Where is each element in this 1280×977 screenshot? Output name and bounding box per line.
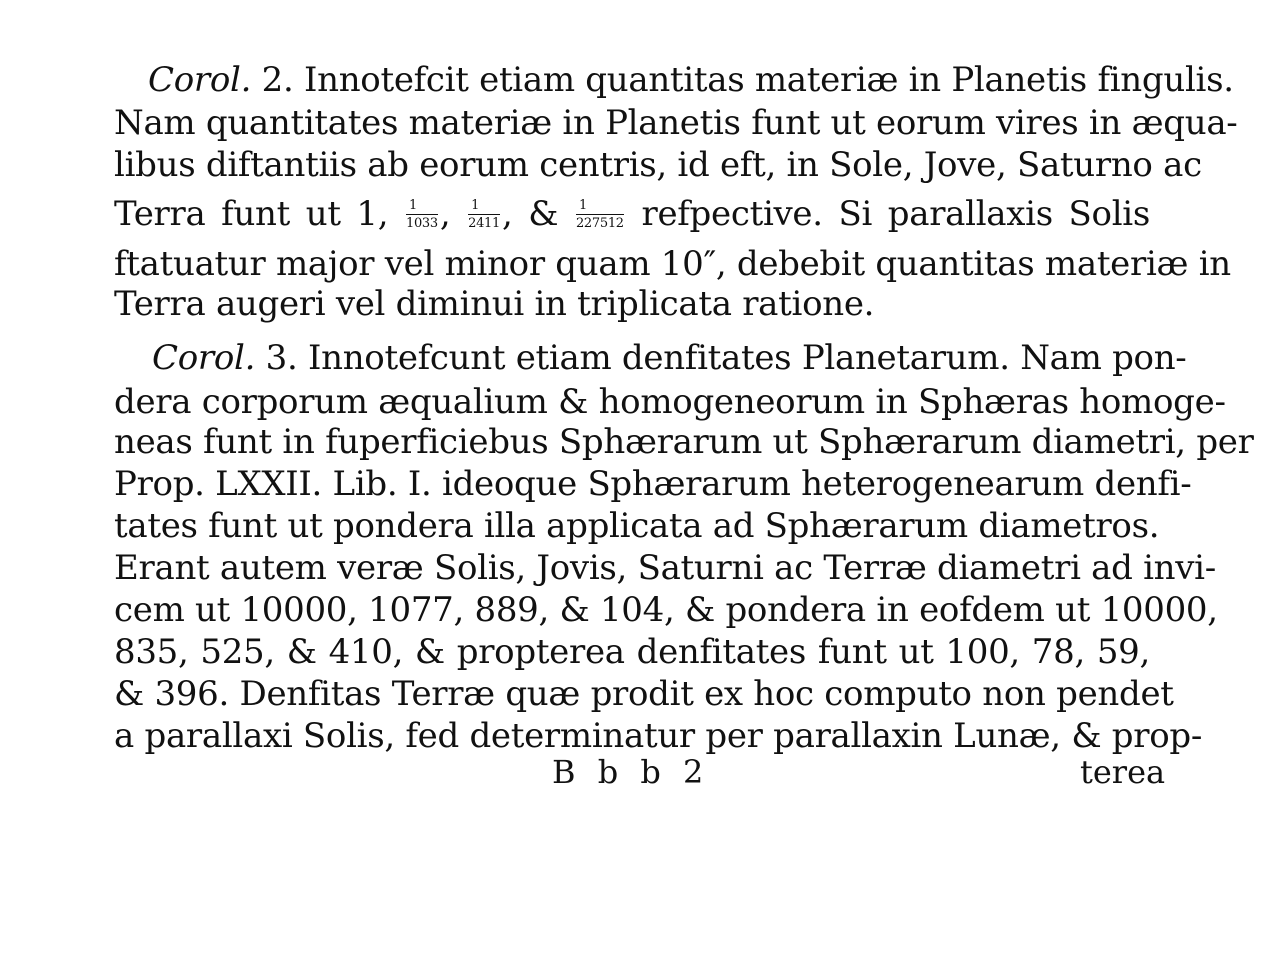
ampersand: & (528, 194, 559, 234)
corol2-line-4-start: Terra funt ut 1, (114, 194, 389, 234)
corol3-label: Corol. (152, 338, 256, 378)
corol3-line-7: cem ut 10000, 1077, 889, & 104, & pondera in eofdem ut 10000, (114, 590, 1218, 630)
corol2-line-4: Terra funt ut 1, $\frac{1}{1033}$ , $\frac{1}{2411}$ , & $\frac{1}{227512}$ refpective. Si parallaxis Solis (114, 194, 1151, 234)
fraction-3 (576, 199, 624, 230)
catchword: terea (1080, 753, 1166, 791)
corol3-line-1 (152, 336, 1187, 380)
corol2-line-6: Terra augeri vel diminui in triplicata ratione. (114, 284, 875, 324)
corol2-label: Corol. (148, 60, 252, 100)
corol2-line-2: Nam quantitates materiæ in Planetis funt ut eorum vires in æqua- (114, 103, 1238, 143)
corol2-number: 2. (261, 60, 294, 100)
corol3-line-9: & 396. Denfitas Terræ quæ prodit ex hoc computo non pendet (114, 674, 1174, 714)
fraction-2 (468, 199, 500, 230)
corol3-line-5: tates funt ut pondera illa applicata ad Sphærarum diametros. (114, 506, 1160, 546)
corol2-line-4-end: refpective. Si parallaxis Solis (641, 194, 1151, 234)
corol3-line-1-text: Innotefcunt etiam denfitates Planetarum. Nam pon- (307, 338, 1187, 378)
fraction-2-numerator: 1 (468, 199, 500, 215)
corol3-line-4: Prop. LXXII. Lib. I. ideoque Sphærarum heterogenearum denfi- (114, 464, 1192, 504)
corol3-line-10: a parallaxi Solis, fed determinatur per parallaxin Lunæ, & prop- (114, 716, 1203, 756)
fraction-1-numerator: 1 (406, 199, 438, 215)
corol3-line-6: Erant autem veræ Solis, Jovis, Saturni ac Terræ diametri ad invi- (114, 548, 1216, 588)
corol3-number: 3. (265, 338, 298, 378)
fraction-3-numerator: 1 (576, 199, 624, 215)
fraction-1-denominator: 1033 (405, 215, 438, 231)
signature-mark: B b b 2 (552, 753, 710, 791)
fraction-3-denominator: 227512 (575, 215, 624, 231)
fraction-1 (406, 199, 438, 230)
corol2-line-1-text: Innotefcit etiam quantitas materiæ in Planetis fingulis. (303, 60, 1234, 100)
corol3-line-2: dera corporum æqualium & homogeneorum in Sphæras homoge- (114, 382, 1226, 422)
corol2-line-5: ftatuatur major vel minor quam 10″, debebit quantitas materiæ in (114, 244, 1231, 284)
fraction-2-denominator: 2411 (468, 215, 500, 231)
corol3-line-3: neas funt in fuperficiebus Sphærarum ut Sphærarum diametri, per (114, 422, 1254, 462)
corol2-line-1 (148, 58, 1234, 102)
corol3-line-8: 835, 525, & 410, & propterea denfitates funt ut 100, 78, 59, (114, 632, 1150, 672)
corol2-line-3: libus diftantiis ab eorum centris, id eft, in Sole, Jove, Saturno ac (114, 145, 1202, 185)
